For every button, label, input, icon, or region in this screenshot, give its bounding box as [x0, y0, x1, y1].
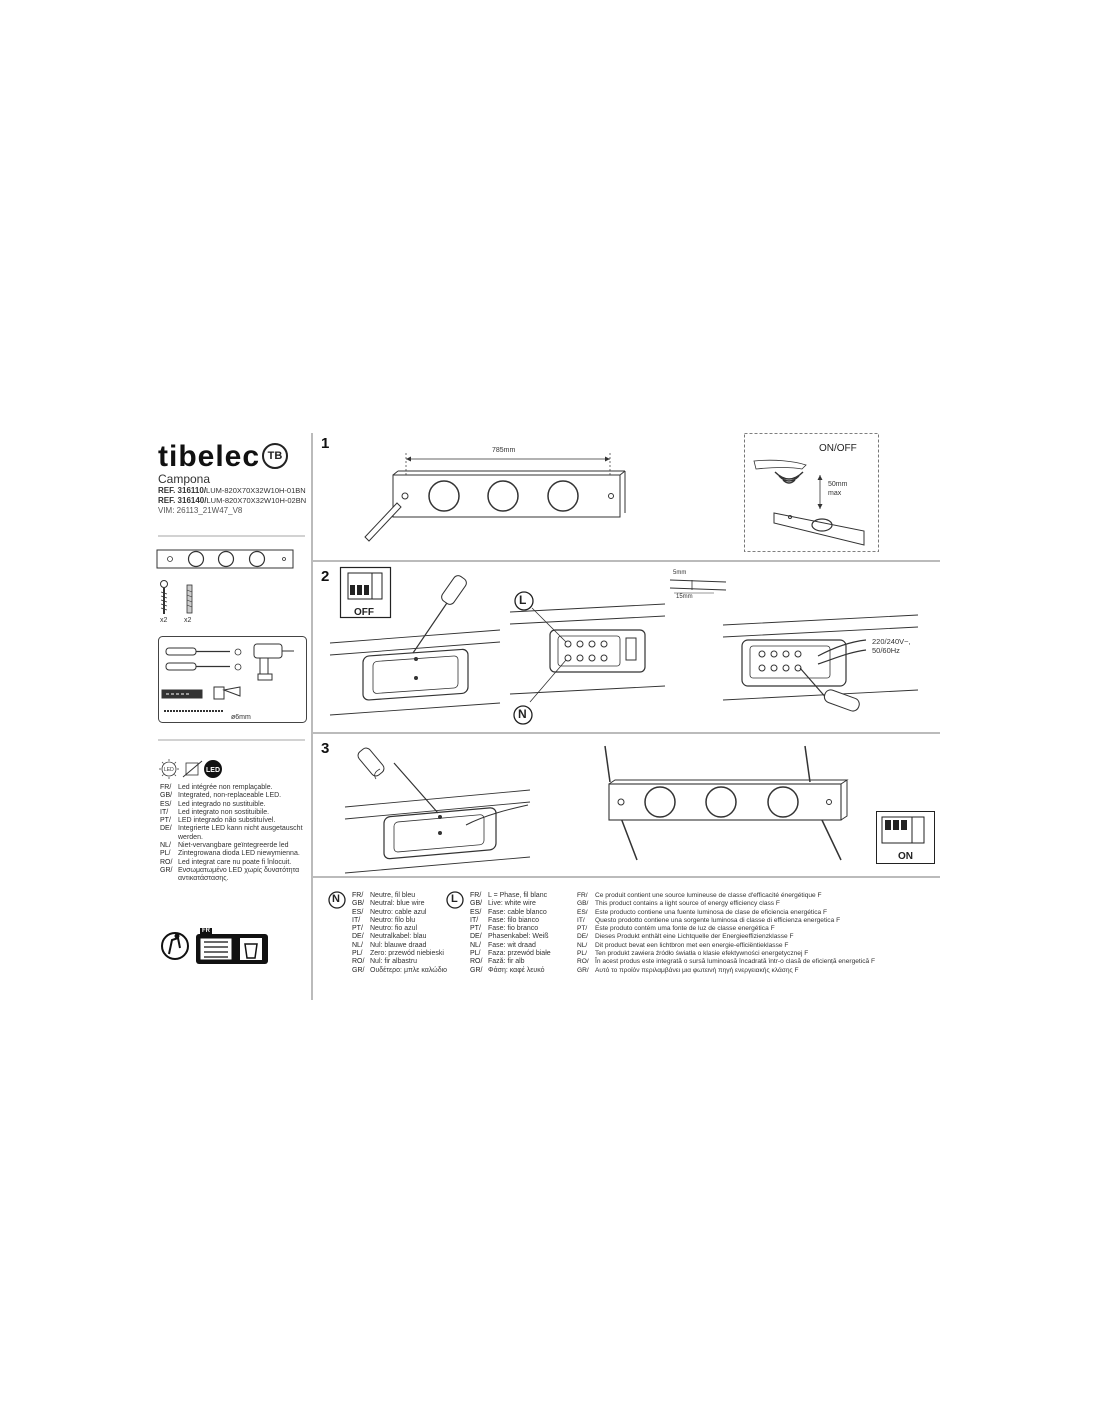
legend-row: GR/ Φάση: καφέ λευκό — [470, 966, 545, 974]
product-name: Campona — [158, 472, 211, 486]
legend-row: GR/ Ουδέτερο: μπλε καλώδιο — [352, 966, 448, 974]
wire-strip-diagram — [668, 576, 728, 596]
led-notice-row: IT/ Led integrato non sostituibile. — [160, 808, 270, 816]
sensor-distance-note: max — [828, 490, 842, 497]
tools-illustration — [158, 636, 308, 724]
led-notice-icons — [158, 758, 224, 780]
sensor-on-off-label: ON/OFF — [819, 443, 857, 454]
dimension-label: 785mm — [492, 447, 516, 454]
legend-row: IT/ Neutro: filo blu — [352, 916, 416, 924]
frequency-label: 50/60Hz — [872, 646, 900, 655]
brand-name: tibelec — [158, 440, 261, 473]
energy-class-text — [577, 892, 875, 975]
led-notice-row: DE/ Integrierte LED kann nicht ausgetauscht — [160, 825, 303, 833]
legend-row: DE/ Phasenkabel: Weiß — [470, 933, 549, 941]
legend-row: FR/ Neutre, fil bleu — [352, 892, 416, 899]
strip-length-outer: 5mm — [673, 570, 687, 576]
legend-row: NL/ Fase: wit draad — [470, 941, 536, 949]
step-2-number: 2 — [321, 568, 330, 585]
legend-row: ES/ Fase: cable blanco — [470, 908, 547, 916]
legend-row: PL/ Zero: przewód niebieski — [352, 950, 444, 958]
breaker-on-label: ON — [898, 851, 913, 862]
sensor-distance: 50mm — [828, 481, 848, 488]
neutral-marker-label: N — [518, 707, 527, 721]
step-1-number: 1 — [321, 435, 330, 452]
recycling-icons — [160, 928, 270, 968]
legend-row: IT/ Questo prodotto contiene una sorgente luminosa di classe di efficienza energetica F — [577, 916, 841, 924]
legend-row: GR/ Αυτό το προϊόν περιλαμβάνει μια φωτεινή πηγή ενεργειακής κλάσης F — [577, 966, 799, 974]
step-3-number: 3 — [321, 740, 330, 757]
led-notice-row: PL/ Zintegrowana dioda LED niewymienna. — [160, 850, 300, 858]
svg-text:LED: LED — [164, 767, 174, 773]
ref-code-1: LUM-820X70X32W10H-01BN — [206, 486, 306, 495]
led-notice-row: GR/ Ενσωματωμένο LED χωρίς δυνατότητα — [160, 866, 300, 874]
led-notice-row: FR/ Led intégrée non remplaçable. — [160, 784, 273, 791]
legend-row: FR/ L = Phase, fil blanc — [470, 892, 548, 899]
legend-row: GB/ This product contains a light source of energy efficiency class F — [577, 900, 780, 908]
ref-code-2: LUM-820X70X32W10H-02BN — [206, 496, 307, 505]
ref-label-2: REF. 316140/ — [158, 496, 207, 505]
plug-quantity: x2 — [184, 617, 192, 624]
legend-row: PT/ Fase: fio branco — [470, 925, 539, 933]
vim-code: VIM: 26113_21W47_V8 — [158, 506, 243, 515]
legend-row: NL/ Nul: blauwe draad — [352, 941, 427, 949]
legend-row: DE/ Neutralkabel: blau — [352, 933, 427, 941]
led-notice-row: werden. — [178, 833, 203, 841]
product-bar-illustration — [156, 548, 296, 572]
screw-icon — [158, 580, 172, 616]
legend-row: PL/ Faza: przewód białe — [470, 950, 551, 958]
strip-length-inner: 15mm — [676, 594, 693, 600]
live-legend-text — [470, 892, 551, 975]
drill-size-label: ø6mm — [231, 714, 251, 721]
legend-row: RO/ În acest produs este integrată o sursă luminoasă încadrată într-o clasă de eficiență energetică F — [577, 958, 876, 966]
legend-row: ES/ Este producto contiene una fuente luminosa de clase de eficiencia energética F — [577, 908, 828, 916]
legend-row: GB/ Live: white wire — [470, 900, 536, 908]
step-2-open-cover-illustration — [325, 575, 505, 725]
screw-quantity: x2 — [160, 617, 168, 624]
legend-row: ES/ Neutro: cable azul — [352, 908, 427, 916]
legend-row: RO/ Fază: fir alb — [470, 958, 525, 966]
legend-row: FR/ Ce produit contient une source lumineuse de classe d'efficacité énergétique F — [577, 892, 822, 899]
breaker-off-label: OFF — [354, 607, 374, 618]
legend-row: IT/ Fase: filo bianco — [470, 916, 539, 924]
ref-label-1: REF. 316110/ — [158, 486, 207, 495]
live-marker-label: L — [519, 593, 527, 607]
led-notice-row: RO/ Led integrat care nu poate fi înlocuit. — [160, 858, 292, 866]
step-3-close-cover-illustration — [340, 745, 540, 875]
svg-text:LED: LED — [206, 767, 220, 774]
legend-row: PT/ Neutro: fio azul — [352, 925, 418, 933]
legend-row: PL/ Ten produkt zawiera źródło światła o klasie efektywności energetycznej F — [577, 950, 809, 958]
led-notice-row: PT/ LED integrado não substituível. — [160, 817, 276, 825]
step-1-fixture-illustration — [345, 445, 635, 565]
live-legend-marker: L — [451, 893, 458, 905]
legend-row: NL/ Dit product bevat een lichtbron met een energie-efficiëntieklasse F — [577, 941, 789, 949]
sensor-detail-box — [744, 433, 880, 553]
led-notice-row: NL/ Niet-vervangbare geïntegreerde led — [160, 842, 289, 850]
voltage-label: 220/240V~, — [872, 637, 911, 646]
wall-plug-icon — [184, 584, 196, 616]
legend-row: GB/ Neutral: blue wire — [352, 900, 425, 908]
led-notice-row: ES/ Led integrado no sustituible. — [160, 800, 266, 808]
legend-row: PT/ Este produto contém uma fonte de luz de classe energética F — [577, 925, 775, 933]
step-2-connect-wires-illustration — [510, 590, 670, 710]
legend-row: DE/ Dieses Produkt enthält eine Lichtquelle der Energieeffizienzklasse F — [577, 933, 794, 941]
led-notice-text — [160, 784, 303, 884]
brand-logo-icon: TB — [262, 443, 288, 469]
neutral-legend-marker: N — [332, 893, 340, 905]
step-2-mains-connection-illustration — [718, 600, 940, 730]
step-3-mount-illustration — [585, 742, 865, 867]
led-notice-row: αντικατάστασης. — [178, 875, 229, 883]
neutral-legend-text — [352, 892, 447, 975]
legend-row: RO/ Nul: fir albastru — [352, 958, 418, 966]
led-notice-row: GB/ Integrated, non-replaceable LED. — [160, 792, 282, 800]
recycle-badge: FR — [202, 928, 210, 934]
